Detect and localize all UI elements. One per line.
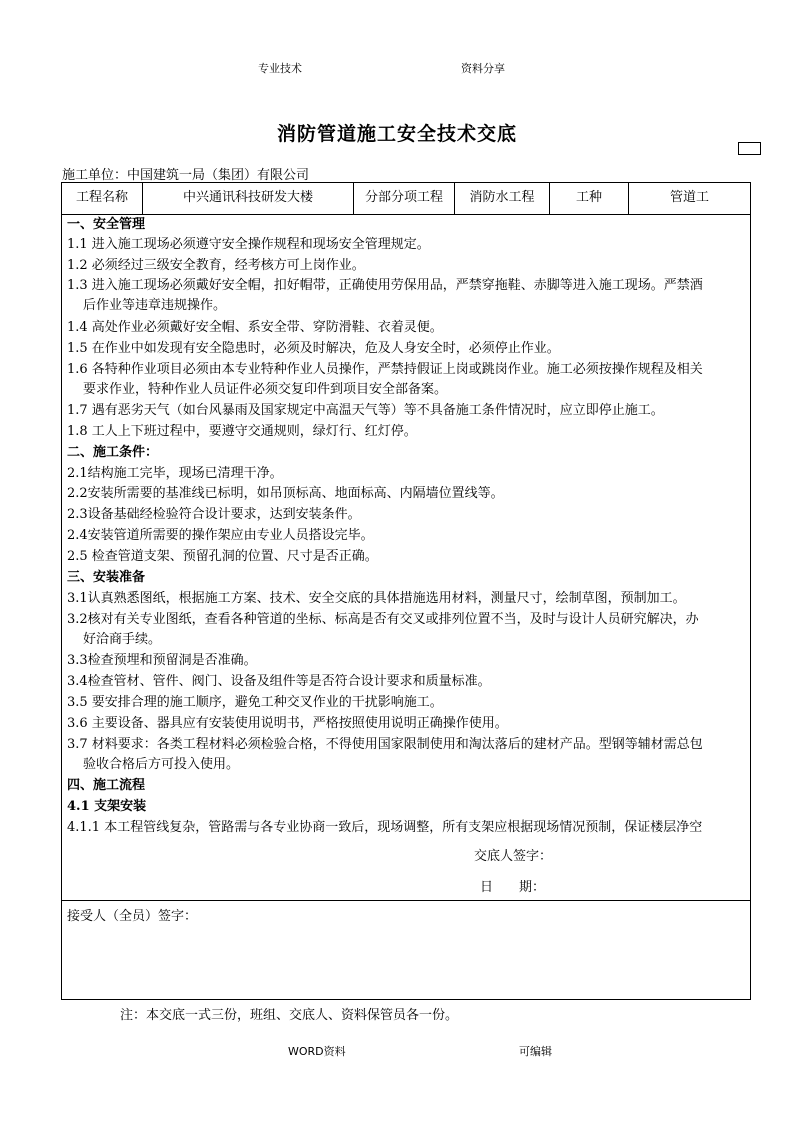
trade-value: 管道工 bbox=[669, 190, 709, 205]
trade-label: 工种 bbox=[550, 183, 629, 214]
content-line: 4.1.1 本工程管线复杂，管路需与各专业协商一致后，现场调整，所有支架应根据现场情况预制，保证楼层净空 bbox=[67, 820, 703, 835]
content-line: 1.2 必须经过三级安全教育，经考核方可上岗作业。 bbox=[67, 258, 365, 273]
content-line: 2.1结构施工完毕，现场已清理干净。 bbox=[67, 466, 283, 481]
content-line: 1.3 进入施工现场必须戴好安全帽，扣好帽带，正确使用劳保用品，严禁穿拖鞋、赤脚等进入施工现场。严禁酒 bbox=[67, 278, 703, 293]
receiver-signature-label: 接受人（全员）签字： bbox=[67, 909, 198, 924]
footnote: 注：本交底一式三份，班组、交底人、资料保管员各一份。 bbox=[120, 1008, 459, 1023]
content-line: 3.7 材料要求：各类工程材料必须检验合格，不得使用国家限制使用和淘汰落后的建材产品。型钢等辅材需总包 bbox=[67, 737, 703, 752]
content-line: 3.4检查管材、管件、阀门、设备及组件等是否符合设计要求和质量标准。 bbox=[67, 674, 491, 689]
content-line: 3.2核对有关专业图纸，查看各种管道的坐标、标高是否有交叉或排列位置不当，及时与设计人员研究解决，办 bbox=[67, 612, 699, 627]
subsection-heading: 4.1 支架安装 bbox=[67, 799, 147, 814]
header-left: 专业技术 bbox=[258, 62, 302, 75]
project-value: 中兴通讯科技研发大楼 bbox=[143, 183, 354, 214]
content-line: 2.5 检查管道支架、预留孔洞的位置、尺寸是否正确。 bbox=[67, 549, 378, 564]
project-label: 工程名称 bbox=[62, 183, 143, 214]
section-label: 分部分项工程 bbox=[354, 183, 455, 214]
section-heading: 二、施工条件： bbox=[67, 445, 159, 460]
content-line: 要求作业，特种作业人员证件必须交复印件到项目安全部备案。 bbox=[83, 382, 448, 397]
disclosure-table bbox=[61, 182, 751, 1000]
project-row bbox=[62, 183, 750, 215]
content-line: 3.5 要安排合理的施工顺序，避免工种交叉作业的干扰影响施工。 bbox=[67, 695, 443, 710]
content-line: 1.4 高处作业必须戴好安全帽、系安全带、穿防滑鞋、衣着灵便。 bbox=[67, 320, 443, 335]
page-title: 消防管道施工安全技术交底 bbox=[276, 123, 517, 145]
corner-box bbox=[738, 142, 761, 155]
footer-left: WORD资料 bbox=[288, 1045, 346, 1058]
content-line: 3.1认真熟悉图纸，根据施工方案、技术、安全交底的具体措施选用材料，测量尺寸，绘制草图，预制加工。 bbox=[67, 591, 686, 606]
construction-unit: 施工单位：中国建筑一局（集团）有限公司 bbox=[62, 168, 310, 183]
content-line: 3.3检查预埋和预留洞是否准确。 bbox=[67, 653, 257, 668]
section-value: 消防水工程 bbox=[455, 183, 550, 214]
section-heading: 一、安全管理 bbox=[67, 217, 146, 232]
header-right: 资料分享 bbox=[461, 62, 505, 75]
signature-date-label: 日 期： bbox=[480, 880, 546, 895]
content-line: 验收合格后方可投入使用。 bbox=[83, 757, 240, 772]
content-line: 后作业等违章违规操作。 bbox=[83, 298, 227, 313]
content-line: 1.1 进入施工现场必须遵守安全操作规程和现场安全管理规定。 bbox=[67, 237, 430, 252]
content-line: 1.5 在作业中如发现有安全隐患时，必须及时解决，危及人身安全时，必须停止作业。 bbox=[67, 341, 560, 356]
content-line: 3.6 主要设备、器具应有安装使用说明书，严格按照使用说明正确操作使用。 bbox=[67, 716, 508, 731]
discloser-signature-label: 交底人签字： bbox=[474, 849, 553, 864]
content-line: 1.7 遇有恶劣天气（如台风暴雨及国家规定中高温天气等）等不具备施工条件情况时，应立即停止施工。 bbox=[67, 403, 664, 418]
content-area bbox=[62, 214, 750, 901]
section-heading: 四、施工流程 bbox=[67, 778, 146, 793]
content-line: 2.3设备基础经检验符合设计要求，达到安装条件。 bbox=[67, 507, 361, 522]
content-line: 1.6 各特种作业项目必须由本专业特种作业人员操作，严禁持假证上岗或跳岗作业。施工必须按操作规程及相关 bbox=[67, 362, 703, 377]
content-line: 1.8 工人上下班过程中，要遵守交通规则，绿灯行、红灯停。 bbox=[67, 424, 417, 439]
content-line: 2.4安装管道所需要的操作架应由专业人员搭设完毕。 bbox=[67, 528, 374, 543]
footer-right: 可编辑 bbox=[519, 1045, 552, 1058]
content-line: 好洽商手续。 bbox=[83, 632, 162, 647]
content-line: 2.2安装所需要的基准线已标明，如吊顶标高、地面标高、内隔墙位置线等。 bbox=[67, 486, 504, 501]
section-heading: 三、安装准备 bbox=[67, 570, 146, 585]
